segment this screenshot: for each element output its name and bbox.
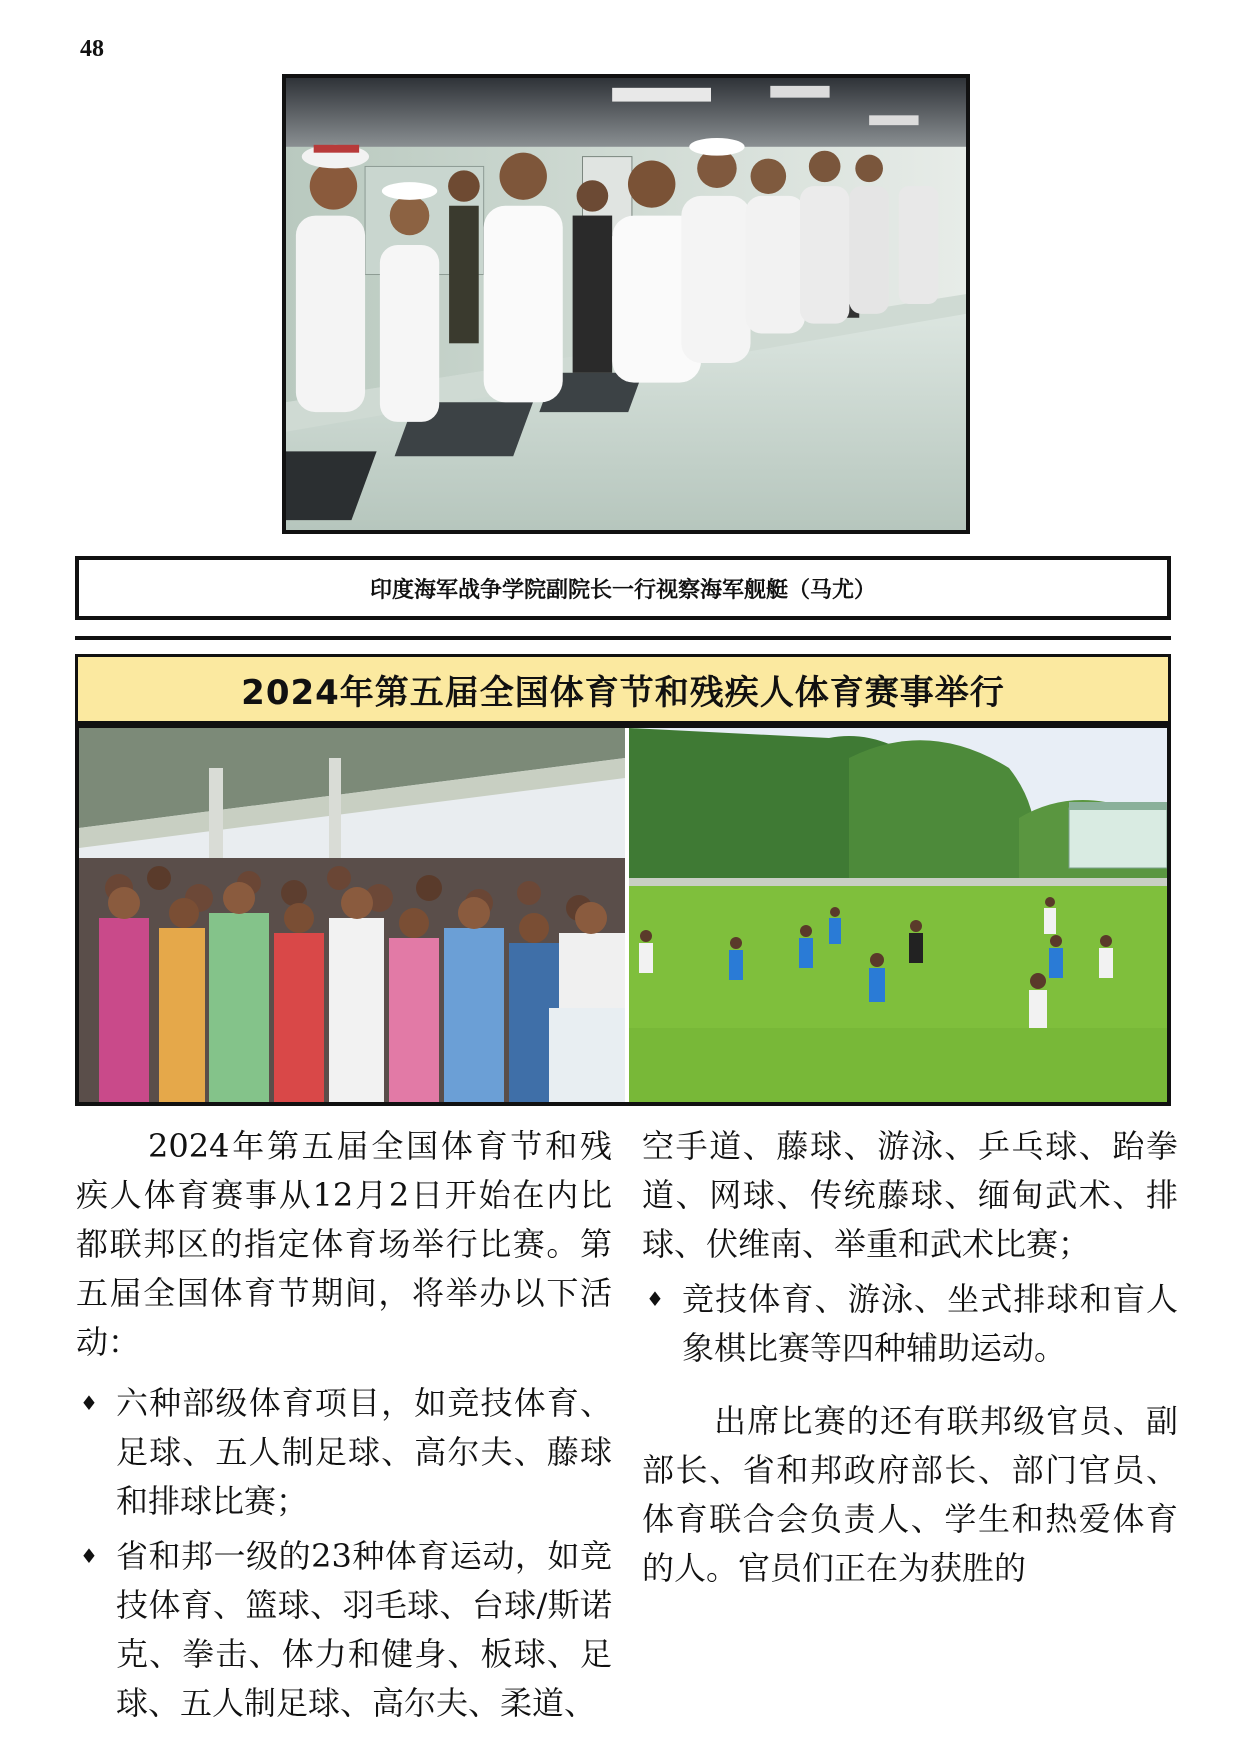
list-item	[642, 1275, 1178, 1373]
activity-list	[76, 1379, 612, 1728]
article-column-left	[76, 1122, 612, 1734]
activity-list-continued	[642, 1122, 1178, 1373]
diamond-bullet-icon: ♦	[80, 1544, 98, 1568]
top-photo-caption: 印度海军战争学院副院长一行视察海军舰艇（马尤）	[75, 556, 1171, 620]
diamond-bullet-icon: ♦	[80, 1391, 98, 1415]
page-number: 48	[80, 36, 104, 62]
article-intro: 2024年第五届全国体育节和残疾人体育赛事从12月2日开始在内比都联邦区的指定体育场举行比赛。第五届全国体育节期间，将举办以下活动：	[76, 1127, 612, 1361]
article-column-right	[642, 1122, 1178, 1593]
list-item-text: 省和邦一级的23种体育运动，如竞技体育、篮球、羽毛球、台球/斯诺克、拳击、体力和健身、板球、足球、五人制足球、高尔夫、柔道、	[116, 1537, 612, 1722]
spectators-photo	[79, 728, 629, 1102]
football-match-photo	[629, 728, 1167, 1102]
article-closing: 出席比赛的还有联邦级官员、副部长、省和邦政府部长、部门官员、体育联合会负责人、学生和热爱体育的人。官员们正在为获胜的	[642, 1402, 1178, 1587]
article-photos	[75, 724, 1171, 1106]
list-item-continued	[642, 1122, 1178, 1269]
paragraph-gap	[642, 1379, 1178, 1397]
list-item-text: 六种部级体育项目，如竞技体育、足球、五人制足球、高尔夫、藤球和排球比赛；	[116, 1384, 612, 1520]
list-item-text: 竞技体育、游泳、坐式排球和盲人象棋比赛等四种辅助运动。	[682, 1280, 1178, 1367]
article-headline: 2024年第五届全国体育节和残疾人体育赛事举行	[75, 654, 1171, 724]
diamond-bullet-icon: ♦	[646, 1287, 664, 1311]
list-item-text: 空手道、藤球、游泳、乒乓球、跆拳道、网球、传统藤球、缅甸武术、排球、伏维南、举重和武术比赛；	[642, 1127, 1178, 1263]
naval-inspection-photo	[282, 74, 970, 534]
list-item	[76, 1532, 612, 1728]
list-item	[76, 1379, 612, 1526]
section-divider	[75, 636, 1171, 640]
